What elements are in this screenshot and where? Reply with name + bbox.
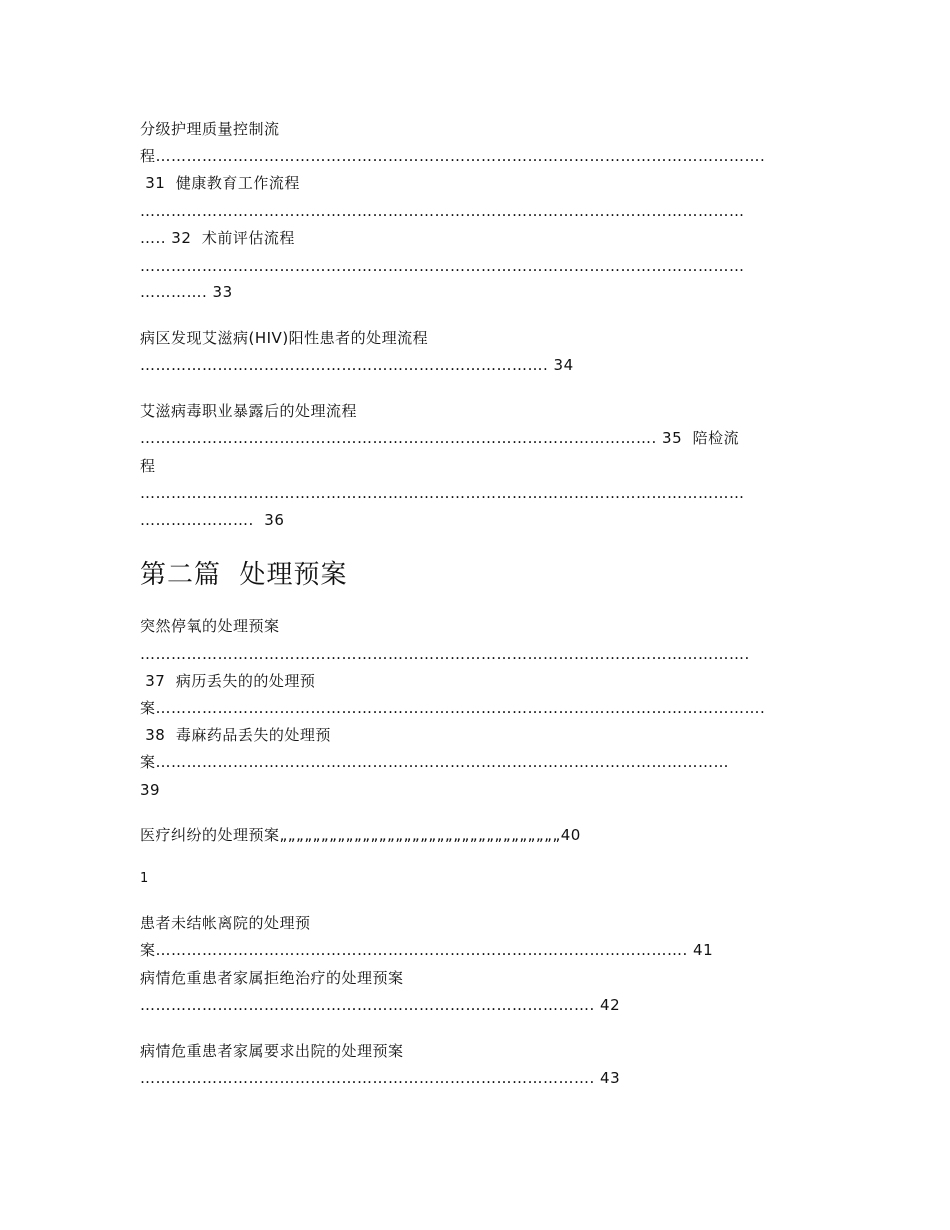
toc-line: 分级护理质量控制流 [140,120,280,138]
toc-line: …………………. 36 [140,511,285,529]
toc-line: 39 [140,781,161,799]
toc-line: ……………………………………………………………………………………………………… [140,257,745,275]
toc-line: 突然停氧的处理预案 [140,617,280,635]
toc-line: ……………………………………………………………………………. 42 [140,996,621,1014]
toc-line: 案………………………………………………………………………………………………… [140,753,730,771]
toc-line: ……………………………………………………………………………………………………… [140,484,745,502]
toc-line: 病情危重患者家属要求出院的处理预案 [140,1042,404,1060]
page-number: 1 [140,871,149,886]
toc-line: 案…………………………………………………………………………………………. 41 [140,941,714,959]
toc-line: ……………………………………………………………………………………………………… [140,202,745,220]
toc-line: …………. 33 [140,283,233,301]
section-title: 第二篇 处理预案 [140,560,348,590]
toc-line: 程 [140,457,156,475]
toc-line: 38 毒麻药品丢失的处理预 [140,726,331,744]
toc-line: 艾滋病毒职业暴露后的处理流程 [140,402,358,420]
toc-line: ….. 32 术前评估流程 [140,229,295,247]
toc-line: ………………………………………………………………………………………………………. [140,645,750,663]
toc-line: 病区发现艾滋病(HIV)阳性患者的处理流程 [140,329,429,347]
toc-line: 患者未结帐离院的处理预 [140,914,311,932]
toc-line: 案………………………………………………………………………………………………………. [140,699,766,717]
toc-line: ……………………………………………………………………. 34 [140,356,574,374]
toc-line: 程………………………………………………………………………………………………………. [140,147,766,165]
toc-line: 31 健康教育工作流程 [140,174,300,192]
toc-line: 医疗纠纷的处理预案„„„„„„„„„„„„„„„„„„„„„„„„„„„„„„„„„„40 [140,826,581,844]
toc-line: 37 病历丢失的的处理预 [140,672,316,690]
toc-line: ………………………………………………………………………………………. 35 陪检流 [140,429,740,447]
toc-line: 病情危重患者家属拒绝治疗的处理预案 [140,969,404,987]
toc-line: ……………………………………………………………………………. 43 [140,1069,621,1087]
